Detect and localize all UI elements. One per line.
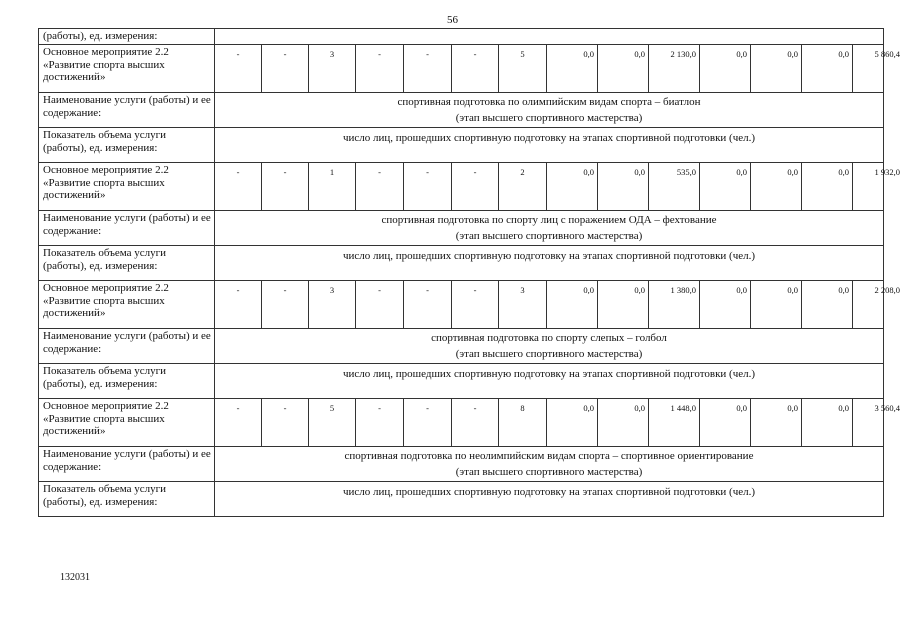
indicator-label: Показатель объема услуги (работы), ед. измерения: (39, 246, 215, 281)
values-grid (215, 163, 903, 210)
value-cell: - (262, 399, 309, 446)
value-cell: 1 (309, 163, 356, 210)
value-cell: - (404, 281, 452, 328)
page-number: 56 (447, 14, 458, 26)
value-cell: 3 (309, 281, 356, 328)
value-cell: - (356, 45, 404, 92)
service-stage-line: (этап высшего спортивного мастерства) (455, 466, 643, 478)
empty-cell (215, 29, 884, 45)
service-title-line: спортивная подготовка по олимпийским видам спорта – биатлон (397, 96, 701, 108)
measure-row (39, 45, 884, 93)
service-row (39, 93, 884, 128)
indicator-description: число лиц, прошедших спортивную подготовку на этапах спортивной подготовки (чел.) (215, 128, 884, 163)
value-cell: - (236, 167, 240, 177)
value-cell: 3 (499, 281, 547, 328)
measure-label: Основное мероприятие 2.2 «Развитие спорта высших достижений» (39, 281, 215, 329)
value-cell: - (452, 399, 499, 446)
measure-row (39, 281, 884, 329)
value-cell: - (356, 281, 404, 328)
indicator-label: Показатель объема услуги (работы), ед. измерения: (39, 482, 215, 517)
value-cell: - (404, 45, 452, 92)
indicator-description: число лиц, прошедших спортивную подготовку на этапах спортивной подготовки (чел.) (215, 364, 884, 399)
service-stage-line: (этап высшего спортивного мастерства) (455, 230, 643, 242)
value-cell: - (356, 163, 404, 210)
service-title-line: спортивная подготовка по спорту лиц с поражением ОДА – фехтование (381, 214, 717, 226)
indicator-row (39, 364, 884, 399)
value-cell: - (236, 285, 240, 295)
service-stage-line: (этап высшего спортивного мастерства) (455, 112, 643, 124)
measure-row (39, 399, 884, 447)
values-grid (215, 45, 903, 92)
value-cell: 5 (309, 399, 356, 446)
service-description (215, 447, 884, 482)
value-cell: 3 560,4 (853, 399, 904, 446)
service-label: Наименование услуги (работы) и ее содержание: (39, 93, 215, 128)
value-cell: - (452, 281, 499, 328)
value-cell: 2 208,0 (853, 281, 904, 328)
value-cell: 535,0 (649, 163, 700, 210)
indicator-row (39, 482, 884, 517)
value-cell: 2 130,0 (649, 45, 700, 92)
service-row (39, 329, 884, 364)
indicator-label: Показатель объема услуги (работы), ед. измерения: (39, 128, 215, 163)
value-cell: - (356, 399, 404, 446)
value-cell: 1 932,0 (853, 163, 904, 210)
values-grid (215, 399, 903, 446)
value-cell: 0,0 (547, 281, 598, 328)
values-grid-row (215, 281, 903, 328)
table-row (39, 29, 884, 45)
value-cell: 0,0 (598, 399, 649, 446)
partial-label-cell: (работы), ед. измерения: (39, 29, 215, 45)
value-cell: 1 448,0 (649, 399, 700, 446)
values-cell-group (215, 399, 900, 447)
measure-row (39, 163, 884, 211)
values-cell-group (215, 281, 900, 329)
service-label: Наименование услуги (работы) и ее содержание: (39, 447, 215, 482)
value-cell: 0,0 (598, 163, 649, 210)
value-cell: 0,0 (751, 163, 802, 210)
value-cell: 0,0 (802, 399, 853, 446)
value-cell: 0,0 (700, 45, 751, 92)
value-cell: - (262, 281, 309, 328)
value-cell: 0,0 (547, 399, 598, 446)
service-label: Наименование услуги (работы) и ее содержание: (39, 329, 215, 364)
value-cell: - (452, 45, 499, 92)
value-cell: 2 (499, 163, 547, 210)
table-body (39, 29, 900, 517)
value-cell: 5 (499, 45, 547, 92)
value-cell: - (236, 403, 240, 413)
value-cell: 0,0 (700, 399, 751, 446)
indicator-row (39, 246, 884, 281)
indicator-description: число лиц, прошедших спортивную подготовку на этапах спортивной подготовки (чел.) (215, 482, 884, 517)
value-cell: - (262, 163, 309, 210)
values-grid (215, 281, 903, 328)
value-cell: - (262, 45, 309, 92)
value-cell: 0,0 (802, 45, 853, 92)
service-title-line: спортивная подготовка по неолимпийским видам спорта – спортивное ориентирование (344, 450, 754, 462)
program-table (38, 28, 900, 517)
indicator-description: число лиц, прошедших спортивную подготовку на этапах спортивной подготовки (чел.) (215, 246, 884, 281)
service-row (39, 211, 884, 246)
value-cell: - (236, 49, 240, 59)
value-cell: 0,0 (700, 281, 751, 328)
value-cell: - (452, 163, 499, 210)
value-cell: 5 860,4 (853, 45, 904, 92)
value-cell: 0,0 (547, 45, 598, 92)
values-grid-row (215, 399, 903, 446)
service-description (215, 211, 884, 246)
values-cell-group (215, 45, 900, 93)
values-grid-row (215, 45, 903, 92)
service-title-line: спортивная подготовка по спорту слепых – голбол (431, 332, 667, 344)
value-cell: - (404, 163, 452, 210)
indicator-row (39, 128, 884, 163)
value-cell: 0,0 (751, 399, 802, 446)
service-stage-line: (этап высшего спортивного мастерства) (455, 348, 643, 360)
service-description (215, 329, 884, 364)
value-cell: 8 (499, 399, 547, 446)
values-grid-row (215, 163, 903, 210)
value-cell: 1 380,0 (649, 281, 700, 328)
values-cell-group (215, 163, 900, 211)
value-cell: 0,0 (751, 45, 802, 92)
indicator-label: Показатель объема услуги (работы), ед. измерения: (39, 364, 215, 399)
measure-label: Основное мероприятие 2.2 «Развитие спорта высших достижений» (39, 163, 215, 211)
service-label: Наименование услуги (работы) и ее содержание: (39, 211, 215, 246)
value-cell: - (404, 399, 452, 446)
value-cell: 0,0 (802, 281, 853, 328)
value-cell: 0,0 (751, 281, 802, 328)
measure-label: Основное мероприятие 2.2 «Развитие спорта высших достижений» (39, 45, 215, 93)
document-code: 132031 (60, 572, 90, 583)
value-cell: 0,0 (598, 281, 649, 328)
value-cell: 0,0 (802, 163, 853, 210)
value-cell: 3 (309, 45, 356, 92)
value-cell: 0,0 (547, 163, 598, 210)
service-description (215, 93, 884, 128)
value-cell: 0,0 (700, 163, 751, 210)
value-cell: 0,0 (598, 45, 649, 92)
service-row (39, 447, 884, 482)
measure-label: Основное мероприятие 2.2 «Развитие спорта высших достижений» (39, 399, 215, 447)
